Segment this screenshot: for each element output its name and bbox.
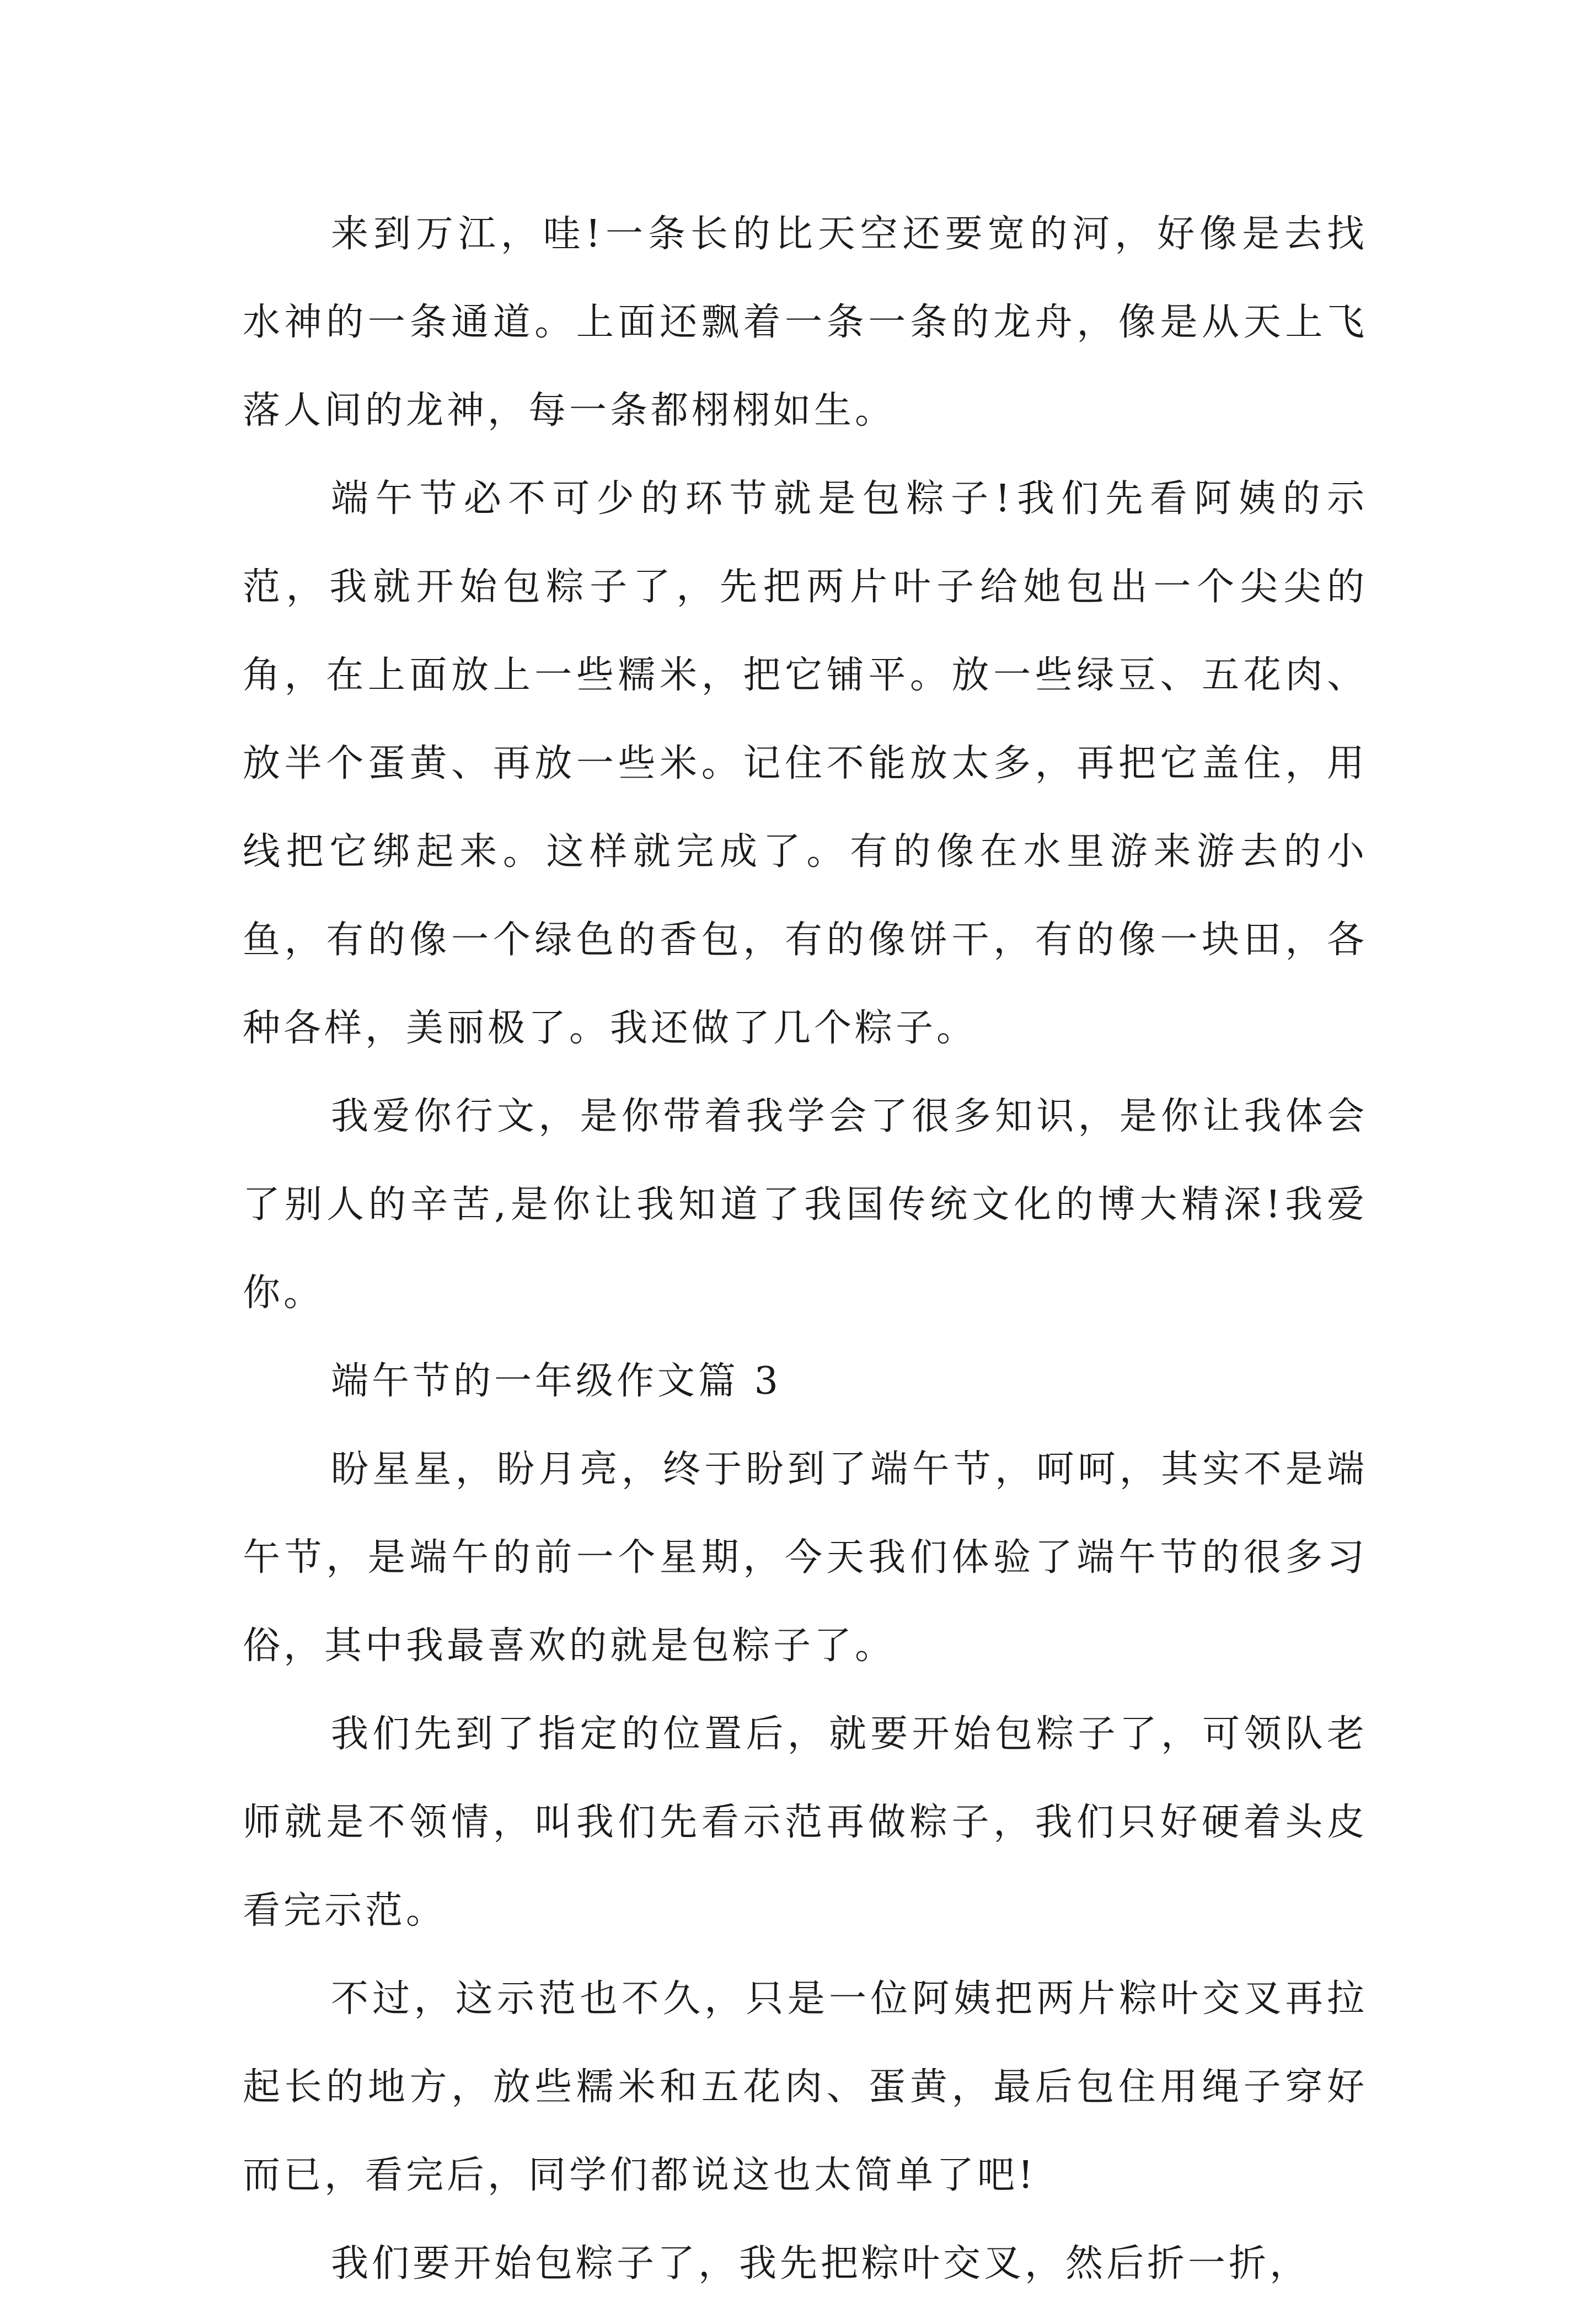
section-heading: 端午节的一年级作文篇 3	[331, 1359, 781, 1403]
paragraph-demonstration-wait: 我们先到了指定的位置后，就要开始包粽子了，可领队老师就是不领情，叫我们先看示范再做粽子，我们只好硬着头皮看完示范。	[243, 1712, 1368, 1932]
paragraph-closing: 我爱你行文，是你带着我学会了很多知识，是你让我体会了别人的辛苦,是你让我知道了我国传统文化的博大精深!我爱你。	[243, 1095, 1368, 1315]
paragraph-arrival: 来到万江，哇!一条长的比天空还要宽的河，好像是去找水神的一条通道。上面还飘着一条一条的龙舟，像是从天上飞落人间的龙神，每一条都栩栩如生。	[243, 212, 1368, 432]
paragraph-start-wrapping: 我们要开始包粽子了，我先把粽叶交叉，然后折一折，	[331, 2242, 1311, 2285]
paragraph-making-zongzi: 端午节必不可少的环节就是包粽子!我们先看阿姨的示范，我就开始包粽子了，先把两片叶子给她包出一个尖尖的角，在上面放上一些糯米，把它铺平。放一些绿豆、五花肉、放半个蛋黄、再放一些米。记住不能放太多，再把它盖住，用线把它绑起来。这样就完成了。有的像在水里游来游去的小鱼，有的像一个绿色的香包，有的像饼干，有的像一块田，各种各样，美丽极了。我还做了几个粽子。	[243, 477, 1368, 1050]
essay-body	[243, 190, 1368, 2308]
paragraph-anticipation: 盼星星，盼月亮，终于盼到了端午节，呵呵，其实不是端午节，是端午的前一个星期，今天我们体验了端午节的很多习俗，其中我最喜欢的就是包粽子了。	[243, 1448, 1368, 1668]
paragraph-demonstration: 不过，这示范也不久，只是一位阿姨把两片粽叶交叉再拉起长的地方，放些糯米和五花肉、蛋黄，最后包住用绳子穿好而已，看完后，同学们都说这也太简单了吧!	[243, 1977, 1368, 2197]
